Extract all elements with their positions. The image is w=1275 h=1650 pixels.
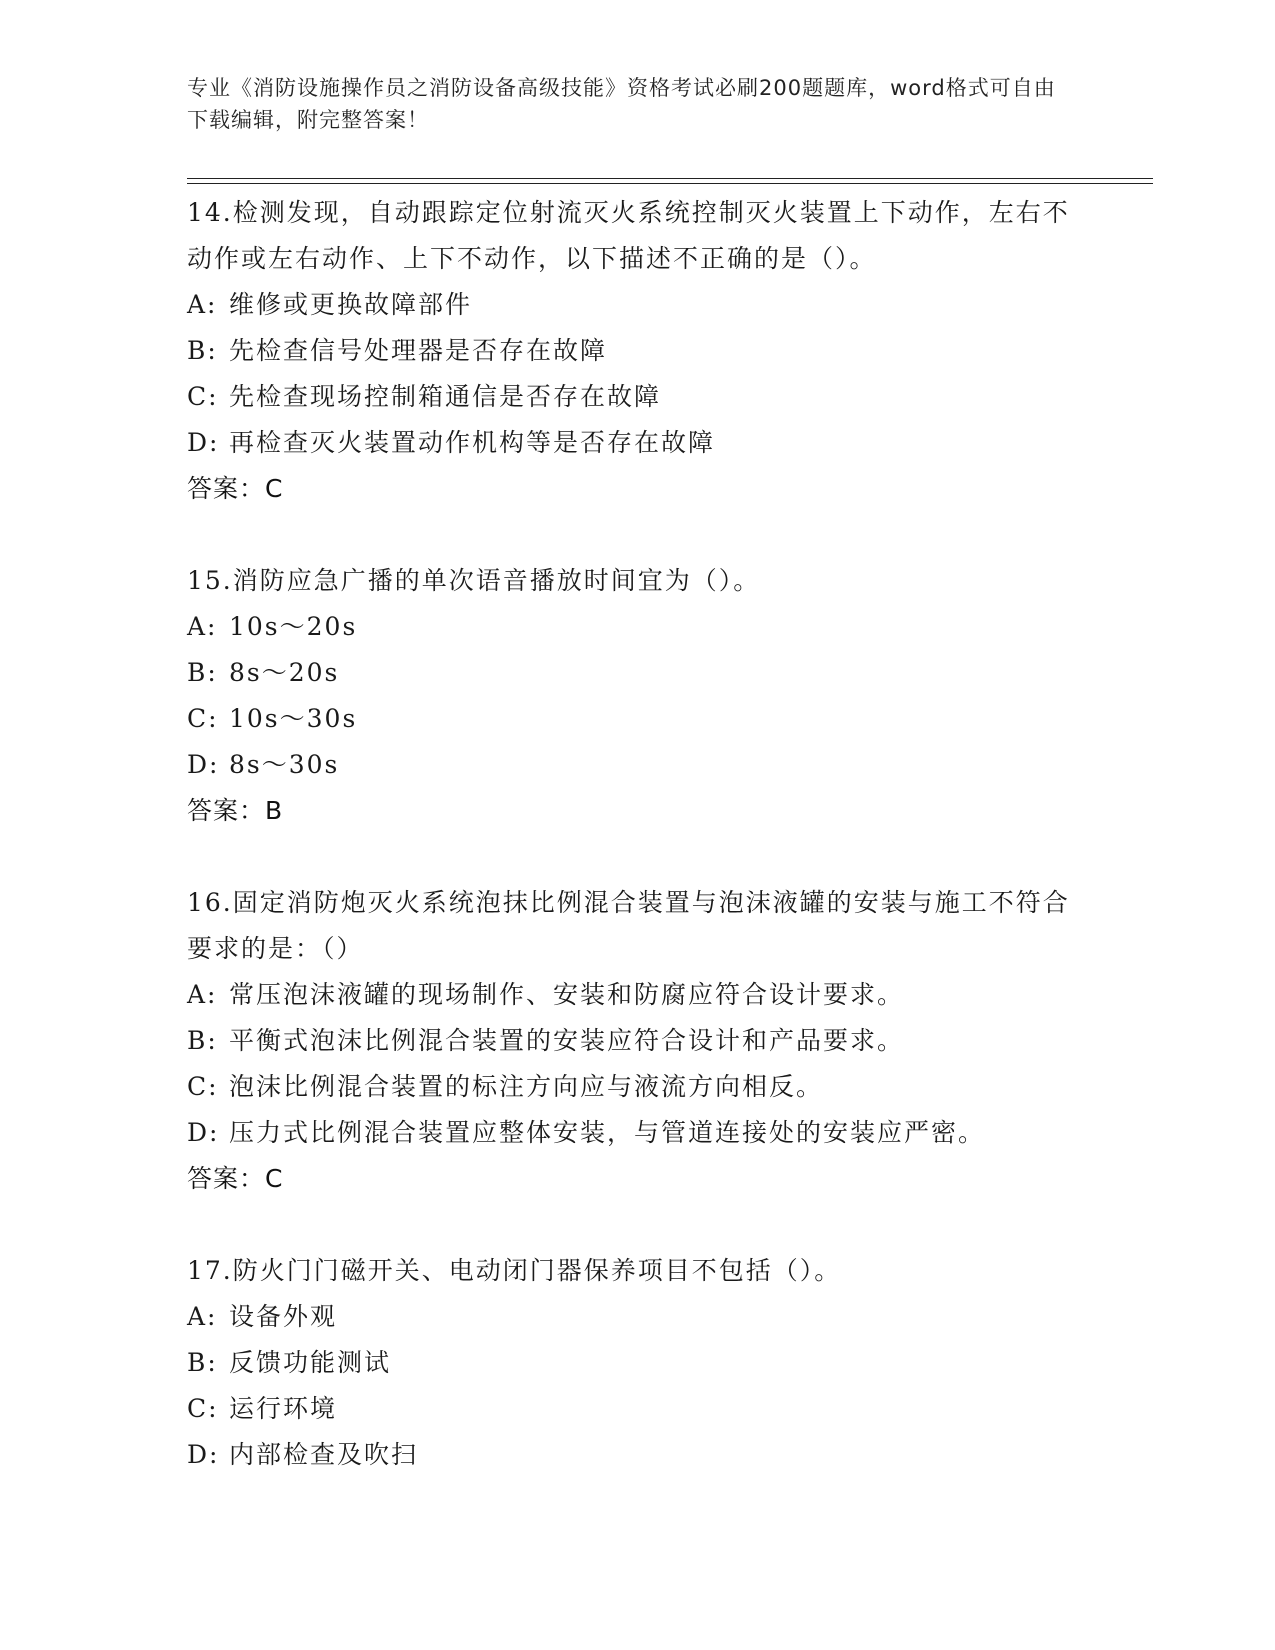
option-text: 常压泡沫液罐的现场制作、安装和防腐应符合设计要求。 bbox=[229, 980, 905, 1009]
question-14 bbox=[187, 190, 1087, 512]
option-d bbox=[187, 742, 1087, 788]
option-key: B: bbox=[187, 658, 218, 687]
option-text: 内部检查及吹扫 bbox=[229, 1440, 419, 1469]
option-a bbox=[187, 972, 1087, 1018]
option-d bbox=[187, 1432, 1087, 1478]
option-key: C: bbox=[187, 1072, 219, 1101]
option-text: 运行环境 bbox=[229, 1394, 338, 1423]
question-17 bbox=[187, 1248, 1087, 1478]
option-b bbox=[187, 650, 1087, 696]
option-a bbox=[187, 282, 1087, 328]
option-key: A: bbox=[187, 290, 218, 319]
option-b bbox=[187, 1340, 1087, 1386]
option-c bbox=[187, 696, 1087, 742]
option-key: B: bbox=[187, 1026, 218, 1055]
option-text: 泡沫比例混合装置的标注方向应与液流方向相反。 bbox=[229, 1072, 824, 1101]
answer-label: 答案：B bbox=[187, 796, 284, 825]
header-divider-top bbox=[187, 178, 1153, 179]
option-a bbox=[187, 1294, 1087, 1340]
option-key: D: bbox=[187, 750, 220, 779]
question-16 bbox=[187, 880, 1087, 1202]
option-key: A: bbox=[187, 1302, 218, 1331]
option-key: B: bbox=[187, 1348, 218, 1377]
option-key: D: bbox=[187, 1118, 220, 1147]
option-c bbox=[187, 1064, 1087, 1110]
option-text: 设备外观 bbox=[229, 1302, 338, 1331]
option-key: A: bbox=[187, 980, 218, 1009]
option-c bbox=[187, 1386, 1087, 1432]
option-text: 平衡式泡沫比例混合装置的安装应符合设计和产品要求。 bbox=[229, 1026, 905, 1055]
question-list bbox=[187, 190, 1087, 1524]
option-key: C: bbox=[187, 1394, 219, 1423]
document-header: 专业《消防设施操作员之消防设备高级技能》资格考试必刷200题题库，word格式可自由下载编辑，附完整答案！ bbox=[187, 76, 1056, 132]
answer-label: 答案：C bbox=[187, 1164, 284, 1193]
question-stem: 17.防火门门磁开关、电动闭门器保养项目不包括（）。 bbox=[187, 1256, 842, 1285]
option-key: B: bbox=[187, 336, 218, 365]
question-stem: 15.消防应急广播的单次语音播放时间宜为（）。 bbox=[187, 566, 761, 595]
option-text: 8s～20s bbox=[229, 658, 340, 687]
option-a bbox=[187, 604, 1087, 650]
option-key: D: bbox=[187, 1440, 220, 1469]
option-text: 再检查灭火装置动作机构等是否存在故障 bbox=[229, 428, 716, 457]
option-text: 压力式比例混合装置应整体安装，与管道连接处的安装应严密。 bbox=[229, 1118, 986, 1147]
header-divider-bottom bbox=[187, 183, 1153, 184]
option-text: 10s～20s bbox=[229, 612, 358, 641]
option-c bbox=[187, 374, 1087, 420]
question-stem: 16.固定消防炮灭火系统泡抹比例混合装置与泡沫液罐的安装与施工不符合要求的是：（） bbox=[187, 888, 1070, 963]
option-key: D: bbox=[187, 428, 220, 457]
option-text: 反馈功能测试 bbox=[229, 1348, 392, 1377]
option-key: A: bbox=[187, 612, 218, 641]
option-text: 先检查信号处理器是否存在故障 bbox=[229, 336, 608, 365]
question-15 bbox=[187, 558, 1087, 834]
option-text: 8s～30s bbox=[229, 750, 340, 779]
option-b bbox=[187, 328, 1087, 374]
option-text: 10s～30s bbox=[229, 704, 358, 733]
option-d bbox=[187, 1110, 1087, 1156]
option-text: 维修或更换故障部件 bbox=[229, 290, 473, 319]
option-text: 先检查现场控制箱通信是否存在故障 bbox=[229, 382, 662, 411]
option-b bbox=[187, 1018, 1087, 1064]
option-d bbox=[187, 420, 1087, 466]
question-stem: 14.检测发现，自动跟踪定位射流灭火系统控制灭火装置上下动作，左右不动作或左右动作、上下不动作，以下描述不正确的是（）。 bbox=[187, 198, 1070, 273]
option-key: C: bbox=[187, 704, 219, 733]
option-key: C: bbox=[187, 382, 219, 411]
answer-label: 答案：C bbox=[187, 474, 284, 503]
